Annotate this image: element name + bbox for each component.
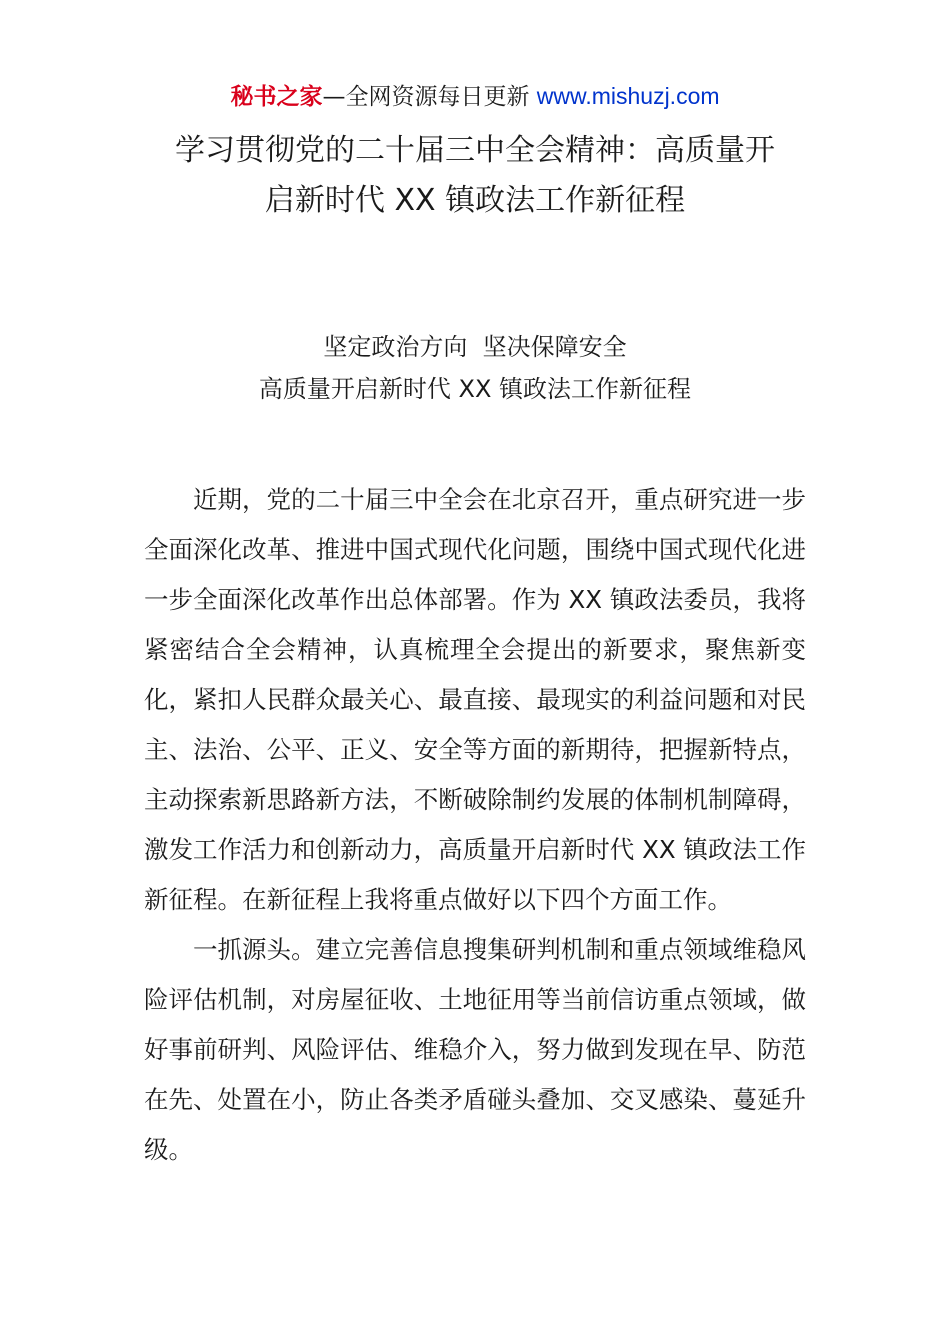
document-subtitle [100, 326, 850, 410]
header-tagline: —全网资源每日更新 [322, 84, 537, 110]
subtitle-line-1: 坚定政治方向 坚决保障安全 [323, 333, 627, 361]
subtitle-line-2: 高质量开启新时代 XX 镇政法工作新征程 [258, 375, 692, 403]
body-paragraph: 一抓源头。建立完善信息搜集研判机制和重点领域维稳风险评估机制，对房屋征收、土地征用等当前信访重点领域，做好事前研判、风险评估、维稳介入，努力做到发现在早、防范在先、处置在小，防止各类矛盾碰头叠加、交叉感染、蔓延升级。 [144, 935, 806, 1164]
body-paragraph: 近期，党的二十届三中全会在北京召开，重点研究进一步全面深化改革、推进中国式现代化问题，围绕中国式现代化进一步全面深化改革作出总体部署。作为 XX 镇政法委员，我将紧密结合全会精神，认真梳理全会提出的新要求，聚焦新变化，紧扣人民群众最关心、最直接、最现实的利益问题和对民主、法治、公平、正义、安全等方面的新期待，把握新特点，主动探索新思路新方法，不断破除制约发展的体制机制障碍，激发工作活力和创新动力，高质量开启新时代 XX 镇政法工作新征程。在新征程上我将重点做好以下四个方面工作。 [144, 485, 806, 914]
document-title [100, 126, 850, 226]
site-header [0, 80, 950, 113]
document-title-line-1: 学习贯彻党的二十届三中全会精神：高质量开 [175, 133, 775, 168]
site-url-link[interactable]: www.mishuzj.com [536, 83, 720, 109]
document-body [144, 475, 806, 1175]
brand-name: 秘书之家 [230, 84, 323, 110]
document-title-line-2: 启新时代 XX 镇政法工作新征程 [264, 183, 686, 218]
